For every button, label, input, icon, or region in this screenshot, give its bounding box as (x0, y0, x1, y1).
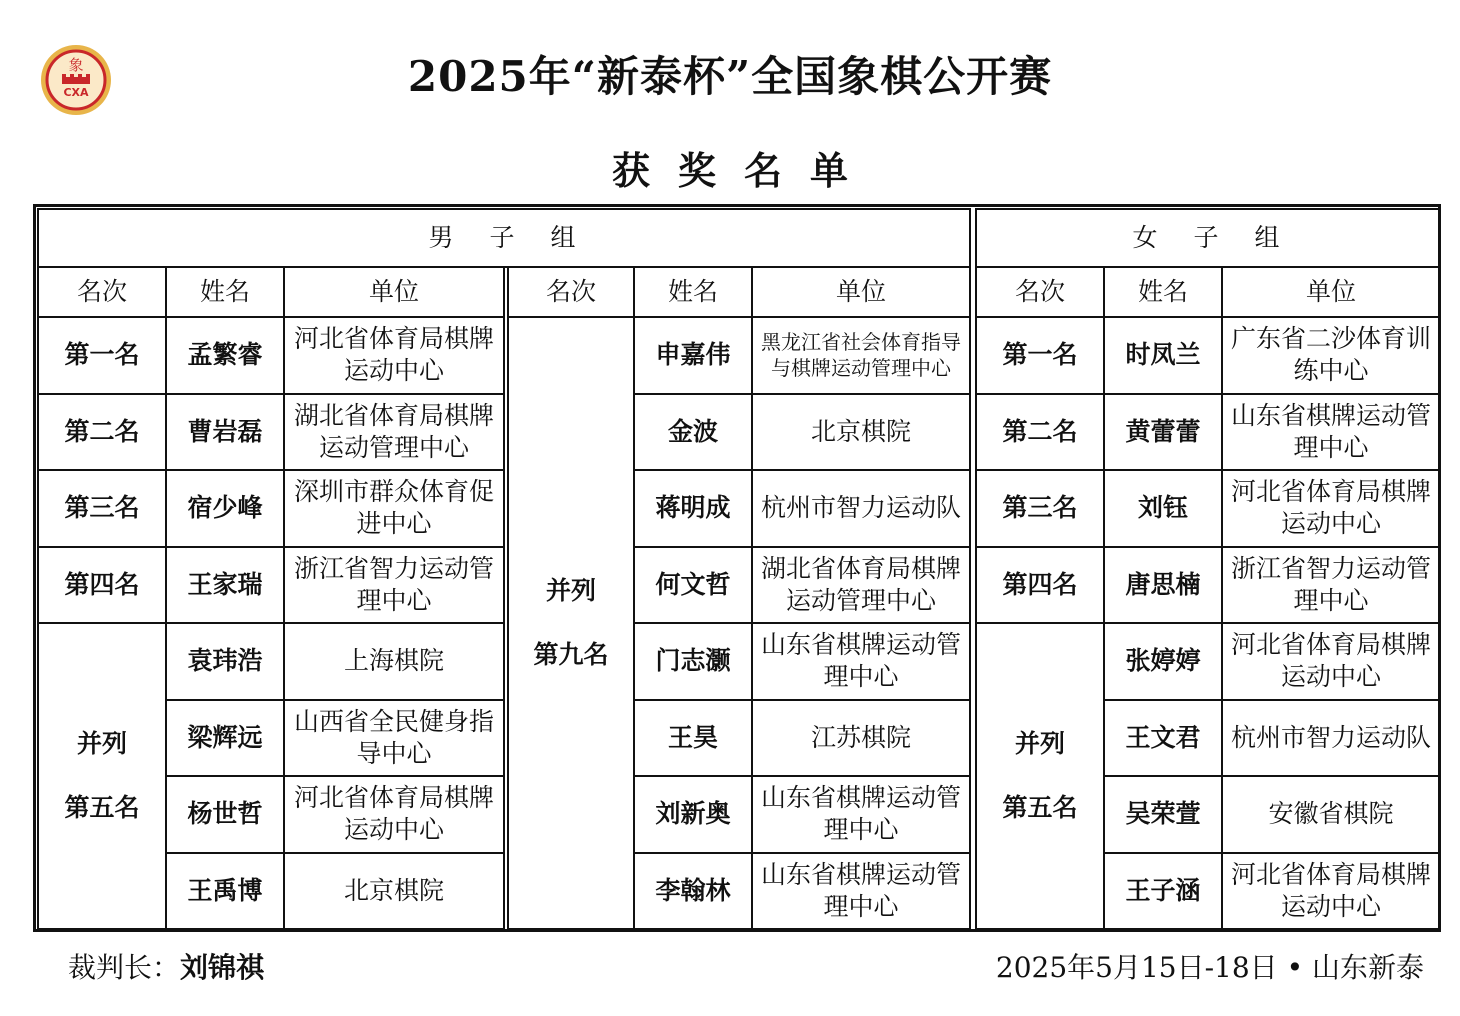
name-cell: 王家瑞 (166, 547, 284, 624)
unit-cell: 山西省全民健身指导中心 (284, 700, 504, 777)
men-group-header: 男子组 (38, 209, 970, 267)
rank-cell: 第三名 (976, 470, 1104, 547)
unit-cell: 山东省棋牌运动管理中心 (752, 776, 970, 853)
name-cell: 刘钰 (1104, 470, 1222, 547)
rank-cell: 第四名 (976, 547, 1104, 624)
svg-text:象: 象 (68, 56, 84, 74)
unit-cell: 安徽省棋院 (1222, 776, 1440, 853)
col-header-rank: 名次 (38, 267, 166, 317)
name-cell: 孟繁睿 (166, 317, 284, 394)
name-cell: 刘新奥 (634, 776, 752, 853)
table-row (38, 700, 1440, 777)
name-cell: 袁玮浩 (166, 623, 284, 700)
rank-cell: 第三名 (38, 470, 166, 547)
rank-cell: 第二名 (976, 394, 1104, 471)
name-cell: 金波 (634, 394, 752, 471)
name-cell: 杨世哲 (166, 776, 284, 853)
col-header-rank: 名次 (508, 267, 634, 317)
unit-cell: 河北省体育局棋牌运动中心 (1222, 470, 1440, 547)
chief-referee-label: 裁判长： (68, 951, 181, 984)
col-header-unit: 单位 (1222, 267, 1440, 317)
rank-cell-tied-fifth: 并列 第五名 (38, 623, 166, 929)
date-place: 2025年5月15日-18日 • 山东新泰 (995, 951, 1424, 984)
table-row (38, 394, 1440, 471)
name-cell: 何文哲 (634, 547, 752, 624)
rank-cell-tied-ninth: 并列 第九名 (508, 317, 634, 929)
name-cell: 唐思楠 (1104, 547, 1222, 624)
unit-cell: 山东省棋牌运动管理中心 (1222, 394, 1440, 471)
table-row (38, 470, 1440, 547)
unit-cell: 杭州市智力运动队 (752, 470, 970, 547)
unit-cell: 湖北省体育局棋牌运动管理中心 (284, 394, 504, 471)
unit-cell: 山东省棋牌运动管理中心 (752, 853, 970, 930)
unit-cell: 北京棋院 (752, 394, 970, 471)
rank-cell: 第四名 (38, 547, 166, 624)
name-cell: 王昊 (634, 700, 752, 777)
svg-text:CXA: CXA (63, 86, 89, 99)
col-header-name: 姓名 (166, 267, 284, 317)
unit-cell: 北京棋院 (284, 853, 504, 930)
unit-cell: 山东省棋牌运动管理中心 (752, 623, 970, 700)
women-group-header: 女子组 (976, 209, 1440, 267)
unit-cell: 江苏棋院 (752, 700, 970, 777)
col-header-unit: 单位 (752, 267, 970, 317)
unit-cell: 河北省体育局棋牌运动中心 (1222, 623, 1440, 700)
name-cell: 黄蕾蕾 (1104, 394, 1222, 471)
name-cell: 李翰林 (634, 853, 752, 930)
col-header-name: 姓名 (1104, 267, 1222, 317)
awards-table (37, 208, 1441, 930)
col-header-rank: 名次 (976, 267, 1104, 317)
name-cell: 王文君 (1104, 700, 1222, 777)
unit-cell: 黑龙江省社会体育指导与棋牌运动管理中心 (752, 317, 970, 394)
unit-cell: 河北省体育局棋牌运动中心 (284, 776, 504, 853)
table-row (38, 623, 1440, 700)
unit-cell: 浙江省智力运动管理中心 (284, 547, 504, 624)
unit-cell: 浙江省智力运动管理中心 (1222, 547, 1440, 624)
rank-cell: 第一名 (976, 317, 1104, 394)
unit-cell: 上海棋院 (284, 623, 504, 700)
col-header-unit: 单位 (284, 267, 504, 317)
page-title: 2025年“新泰杯”全国象棋公开赛 (407, 52, 1053, 101)
table-row (38, 776, 1440, 853)
unit-cell: 河北省体育局棋牌运动中心 (284, 317, 504, 394)
name-cell: 曹岩磊 (166, 394, 284, 471)
unit-cell: 河北省体育局棋牌运动中心 (1222, 853, 1440, 930)
name-cell: 吴荣萱 (1104, 776, 1222, 853)
rank-cell: 第一名 (38, 317, 166, 394)
col-header-name: 姓名 (634, 267, 752, 317)
unit-cell: 杭州市智力运动队 (1222, 700, 1440, 777)
name-cell: 时凤兰 (1104, 317, 1222, 394)
unit-cell: 深圳市群众体育促进中心 (284, 470, 504, 547)
chief-referee-name: 刘锦祺 (180, 951, 265, 984)
unit-cell: 湖北省体育局棋牌运动管理中心 (752, 547, 970, 624)
page-subtitle: 获奖名单 (611, 148, 876, 193)
name-cell: 门志灏 (634, 623, 752, 700)
table-row (38, 317, 1440, 394)
name-cell: 王禹博 (166, 853, 284, 930)
rank-cell: 第二名 (38, 394, 166, 471)
name-cell: 梁辉远 (166, 700, 284, 777)
unit-cell: 广东省二沙体育训练中心 (1222, 317, 1440, 394)
name-cell: 宿少峰 (166, 470, 284, 547)
name-cell: 张婷婷 (1104, 623, 1222, 700)
name-cell: 王子涵 (1104, 853, 1222, 930)
rank-cell-tied-fifth: 并列 第五名 (976, 623, 1104, 929)
name-cell: 申嘉伟 (634, 317, 752, 394)
table-row (38, 853, 1440, 930)
chief-referee (68, 946, 264, 986)
name-cell: 蒋明成 (634, 470, 752, 547)
table-row (38, 547, 1440, 624)
